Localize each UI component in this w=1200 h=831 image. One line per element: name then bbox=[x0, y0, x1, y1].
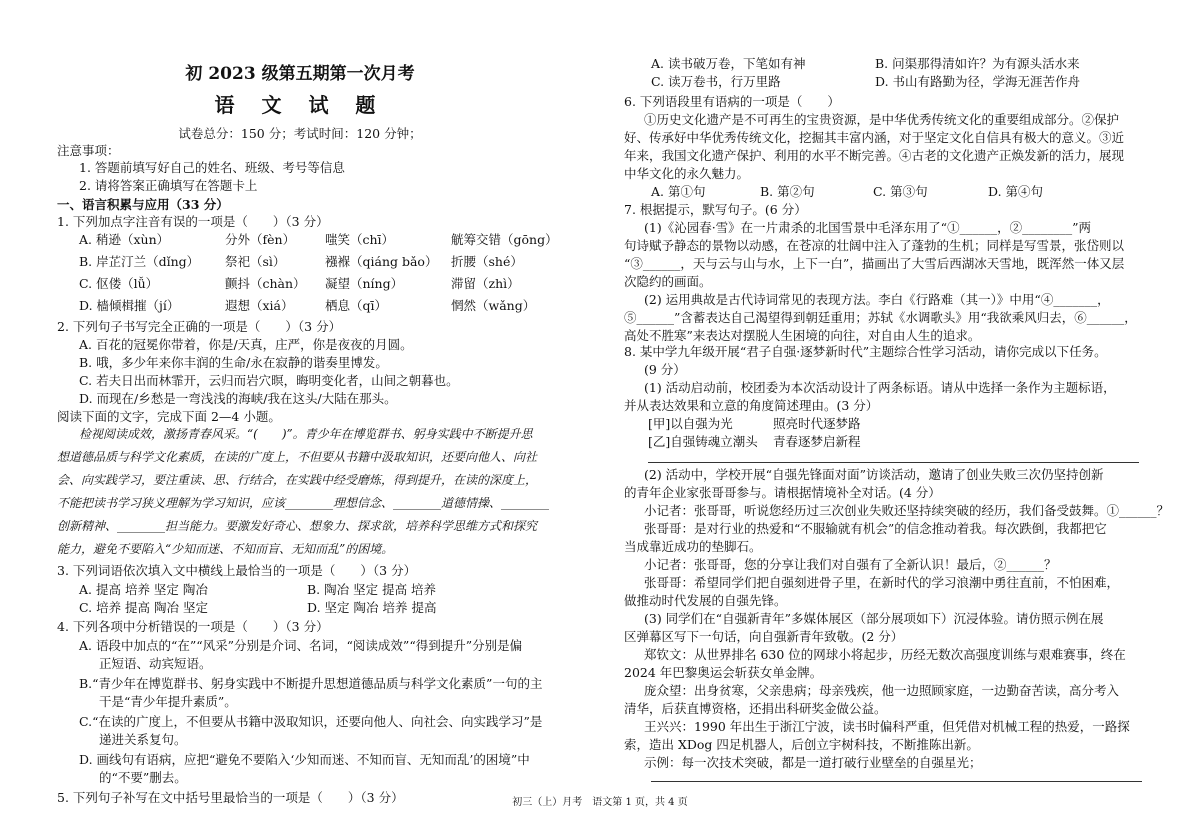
passage-intro: 阅读下面的文字，完成下面 2—4 小题。 bbox=[57, 409, 281, 424]
q8-p3-line: 庞众望：出身贫寒，父亲患病；母亲残疾，他一边照顾家庭，一边勤奋苦读，高分考入 bbox=[644, 683, 1120, 698]
notes-heading: 注意事项： bbox=[57, 143, 120, 158]
q8-p3-line: 清华，后获直博资格，还捐出科研奖金做公益。 bbox=[624, 701, 887, 716]
q1-cell: 分外（fèn） bbox=[225, 232, 296, 247]
q1-cell: 祭祀（sì） bbox=[225, 254, 286, 269]
exam-meta: 试卷总分：150 分；考试时间：120 分钟； bbox=[178, 126, 422, 141]
q8-p2-line: 小记者：张哥哥，听说您经历过三次创业失败还坚持续突破的经历，我们备受鼓舞。①______？ bbox=[644, 503, 1170, 518]
q1-cell: 折腰（shé） bbox=[451, 254, 523, 269]
q6-option: C. 第③句 bbox=[873, 184, 928, 199]
q2-option: C. 若夫日出而林霏开，云归而岩穴暝，晦明变化者，山间之朝暮也。 bbox=[79, 373, 459, 388]
q4-line: 正短语、动宾短语。 bbox=[99, 656, 212, 671]
q5-option: A. 读书破万卷，下笔如有神 bbox=[651, 56, 806, 71]
q4-line: D. 画线句有语病，应把“避免不要陷入‘少知而迷、不知而盲、无知而乱’的困境”中 bbox=[79, 752, 530, 767]
q5-option: D. 书山有路勤为径，学海无涯苦作舟 bbox=[875, 74, 1081, 89]
q2-option: B. 哦，多少年来你丰润的生命/永在寂静的谐奏里博发。 bbox=[79, 355, 388, 370]
q4-line: 干是“青少年提升素质”。 bbox=[99, 694, 237, 709]
q1-cell: 惘然（wǎng） bbox=[451, 298, 536, 313]
q5-option: B. 问渠那得清如许？为有源头活水来 bbox=[875, 56, 1080, 71]
q7-line: 高处不胜寒”来表达对摆脱人生困境的向往，对自由人生的追求。 bbox=[624, 328, 981, 343]
q7-line: (2) 运用典故是古代诗词常见的表现方法。李白《行路难（其一）》中用“④_______， bbox=[644, 292, 1110, 307]
q8-p3-line: 区弹幕区写下一句话，向自强新青年致敬。(2 分） bbox=[624, 629, 904, 644]
question-stem: 3. 下列词语依次填入文中横线上最恰当的一项是（ ）（3 分） bbox=[57, 563, 417, 578]
q8-p1-line: 并从表达效果和立意的角度简述理由。(3 分） bbox=[624, 398, 879, 413]
q8-p2-line: 张哥哥：希望同学们把自强刻进骨子里，在新时代的学习浪潮中勇往直前，不怕困难， bbox=[644, 575, 1120, 590]
q7-line: ⑤______”含蓄表达自己渴望得到朝廷重用；苏轼《水调歌头》用“我欲乘风归去，⑥______， bbox=[624, 310, 1137, 325]
q8-p2-line: 做推动时代发展的自强先锋。 bbox=[624, 593, 787, 608]
q8-p3-line: (3) 同学们在“自强新青年”多媒体展区（部分展项如下）沉浸体验。请仿照示例在展 bbox=[644, 611, 1104, 626]
q8-p2-line: 小记者：张哥哥，您的分享让我们对自强有了全新认识！最后，②______？ bbox=[644, 557, 1057, 572]
q1-cell: A. 稍逊（xùn） bbox=[79, 232, 170, 247]
q7-line: 句诗赋予静态的景物以动感，在苍凉的壮阔中注入了蓬勃的生机；同样是写雪景，张岱则以 bbox=[624, 238, 1125, 253]
slogan-yi-b: 青春逐梦启新程 bbox=[773, 434, 861, 449]
q7-line: “③______，天与云与山与水，上下一白”，描画出了大雪后西湖冰天雪地，既浑然一体又层 bbox=[624, 256, 1125, 271]
question-stem: 1. 下列加点字注音有误的一项是（ ）（3 分） bbox=[57, 214, 329, 229]
q8-p3-line: 2024 年巴黎奥运会斩获女单金牌。 bbox=[624, 665, 823, 680]
q7-line: 次隐约的画面。 bbox=[624, 274, 712, 289]
question-stem: 6. 下列语段里有语病的一项是（ ） bbox=[624, 94, 840, 109]
q1-cell: D. 樯倾楫摧（jí） bbox=[79, 298, 180, 313]
q8-p2-line: 当成靠近成功的垫脚石。 bbox=[624, 539, 762, 554]
q1-cell: 滞留（zhì） bbox=[451, 276, 520, 291]
q3-option: C. 培养 提高 陶冶 坚定 bbox=[79, 600, 208, 615]
q8-p1-line: (1) 活动启动前，校团委为本次活动设计了两条标语。请从中选择一条作为主题标语， bbox=[644, 380, 1116, 395]
q8-p2-line: 张哥哥：是对行业的热爱和“不服输就有机会”的信念推动着我。每次跌倒，我都把它 bbox=[644, 521, 1107, 536]
q1-cell: 遐想（xiá） bbox=[225, 298, 294, 313]
passage-line: 会、向实践学习，要注重读、思、行结合，在实践中经受磨炼，得到提升，在读的深度上， bbox=[57, 473, 538, 487]
section-heading: 一、语言积累与应用（33 分） bbox=[57, 197, 229, 212]
q6-option: A. 第①句 bbox=[651, 184, 706, 199]
q8-p3-example: 示例：每一次技术突破，都是一道打破行业壁垒的自强星光； bbox=[644, 755, 982, 770]
exam-title: 初 2023 级第五期第一次月考 bbox=[185, 64, 415, 84]
q1-cell: 栖息（qī） bbox=[325, 298, 387, 313]
question-stem: 8. 某中学九年级开展“君子自强·逐梦新时代”主题综合性学习活动，请你完成以下任务。 bbox=[624, 344, 1107, 359]
q6-line: ①历史文化遗产是不可再生的宝贵资源，是中华优秀传统文化的重要组成部分。②保护 bbox=[644, 112, 1120, 127]
note-item: 1. 答题前填写好自己的姓名、班级、考号等信息 bbox=[79, 160, 345, 175]
exam-subtitle: 语 文 试 题 bbox=[214, 93, 386, 117]
slogan-yi-a: [乙]自强铸魂立潮头 bbox=[648, 434, 758, 449]
note-item: 2. 请将答案正确填写在答题卡上 bbox=[79, 178, 258, 193]
q1-cell: 襁褓（qiáng bǎo） bbox=[325, 254, 438, 269]
question-score: (9 分） bbox=[644, 362, 686, 377]
q8-p3-line: 王兴兴：1990 年出生于浙江宁波，读书时偏科严重，但凭借对机械工程的热爱，一路探 bbox=[644, 719, 1130, 734]
q3-option: D. 坚定 陶冶 培养 提高 bbox=[307, 600, 437, 615]
q6-line: 中华文化的永久魅力。 bbox=[624, 166, 750, 181]
slogan-jia-b: 照亮时代逐梦路 bbox=[773, 416, 861, 431]
q1-cell: 嗤笑（chī） bbox=[325, 232, 395, 247]
q6-line: 年来，我国文化遗产保护、利用的水平不断完善。④古老的文化遗产正焕发新的活力，展现 bbox=[624, 148, 1125, 163]
q7-line: (1)《沁园春·雪》在一片肃杀的北国雪景中毛泽东用了“①______，②________”两 bbox=[644, 220, 1091, 235]
q8-p2-line: 的青年企业家张哥哥参与。请根据情境补全对话。(4 分） bbox=[624, 485, 941, 500]
q8-p3-line: 索，造出 XDog 四足机器人，后创立宇树科技，不断推陈出新。 bbox=[624, 737, 979, 752]
q4-line: 递进关系复句。 bbox=[99, 732, 187, 747]
q5-option: C. 读万卷书，行万里路 bbox=[651, 74, 781, 89]
answer-line bbox=[648, 462, 1139, 463]
slogan-jia-a: [甲]以自强为光 bbox=[648, 416, 733, 431]
q8-p3-line: 郑钦文：从世界排名 630 位的网球小将起步，历经无数次高强度训练与艰难赛事，终在 bbox=[644, 647, 1126, 662]
q3-option: A. 提高 培养 坚定 陶冶 bbox=[79, 582, 208, 597]
answer-line bbox=[651, 781, 1142, 782]
passage-line: 能力，避免不要陷入“少知而迷、不知而盲、无知而乱”的困境。 bbox=[57, 542, 394, 556]
passage-line: 创新精神、________担当能力。要激发好奇心、想象力、探求欲，培养科学思维方式和探究 bbox=[57, 519, 538, 533]
q4-line: 的“不要”删去。 bbox=[99, 770, 187, 785]
q8-p2-line: (2) 活动中，学校开展“自强先锋面对面”访谈活动，邀请了创业失败三次仍坚持创新 bbox=[644, 467, 1104, 482]
q1-cell: 凝望（níng） bbox=[325, 276, 404, 291]
question-stem: 7. 根据提示，默写句子。(6 分） bbox=[624, 202, 807, 217]
q4-line: C.“在读的广度上，不但要从书籍中汲取知识，还要向他人、向社会、向实践学习”是 bbox=[79, 714, 543, 729]
passage-line: 检视阅读成效，激扬青春风采。“( )”。青少年在博览群书、躬身实践中不断提升思 bbox=[79, 427, 533, 441]
q4-line: A. 语段中加点的“在”“风采”分别是介词、名词，“阅读成效”“得到提升”分别是偏 bbox=[79, 638, 523, 653]
passage-line: 想道德品质与科学文化素质，在读的广度上，不但要从书籍中汲取知识，还要向他人、向社 bbox=[57, 450, 538, 464]
q1-cell: 觥筹交错（gōng） bbox=[451, 232, 558, 247]
page-footer: 初三（上）月考 语文第 1 页，共 4 页 bbox=[512, 797, 688, 808]
question-stem: 4. 下列各项中分析错误的一项是（ ）（3 分） bbox=[57, 619, 329, 634]
q3-option: B. 陶冶 坚定 提高 培养 bbox=[307, 582, 437, 597]
q6-line: 好、传承好中华优秀传统文化，挖掘其丰富内涵，对于坚定文化自信具有极大的意义。③近 bbox=[624, 130, 1125, 145]
q2-option: A. 百花的冠冕你带着，你是/天真，庄严，你是夜夜的月圆。 bbox=[79, 337, 413, 352]
q6-option: D. 第④句 bbox=[988, 184, 1044, 199]
q6-option: B. 第②句 bbox=[760, 184, 815, 199]
q1-cell: 颤抖（chàn） bbox=[225, 276, 306, 291]
q4-line: B.“青少年在博览群书、躬身实践中不断提升思想道德品质与科学文化素质”一句的主 bbox=[79, 676, 543, 691]
q1-cell: C. 伛偻（lǚ） bbox=[79, 276, 159, 291]
q1-cell: B. 岸芷汀兰（dǐng） bbox=[79, 254, 200, 269]
q2-option: D. 而现在/乡愁是一弯浅浅的海峡/我在这头/大陆在那头。 bbox=[79, 391, 397, 406]
passage-line: 不能把读书学习狭义理解为学习知识，应该________理想信念、________道德情操、________ bbox=[57, 496, 550, 510]
question-stem: 5. 下列句子补写在文中括号里最恰当的一项是（ ）（3 分） bbox=[57, 790, 404, 805]
question-stem: 2. 下列句子书写完全正确的一项是（ ）（3 分） bbox=[57, 319, 342, 334]
